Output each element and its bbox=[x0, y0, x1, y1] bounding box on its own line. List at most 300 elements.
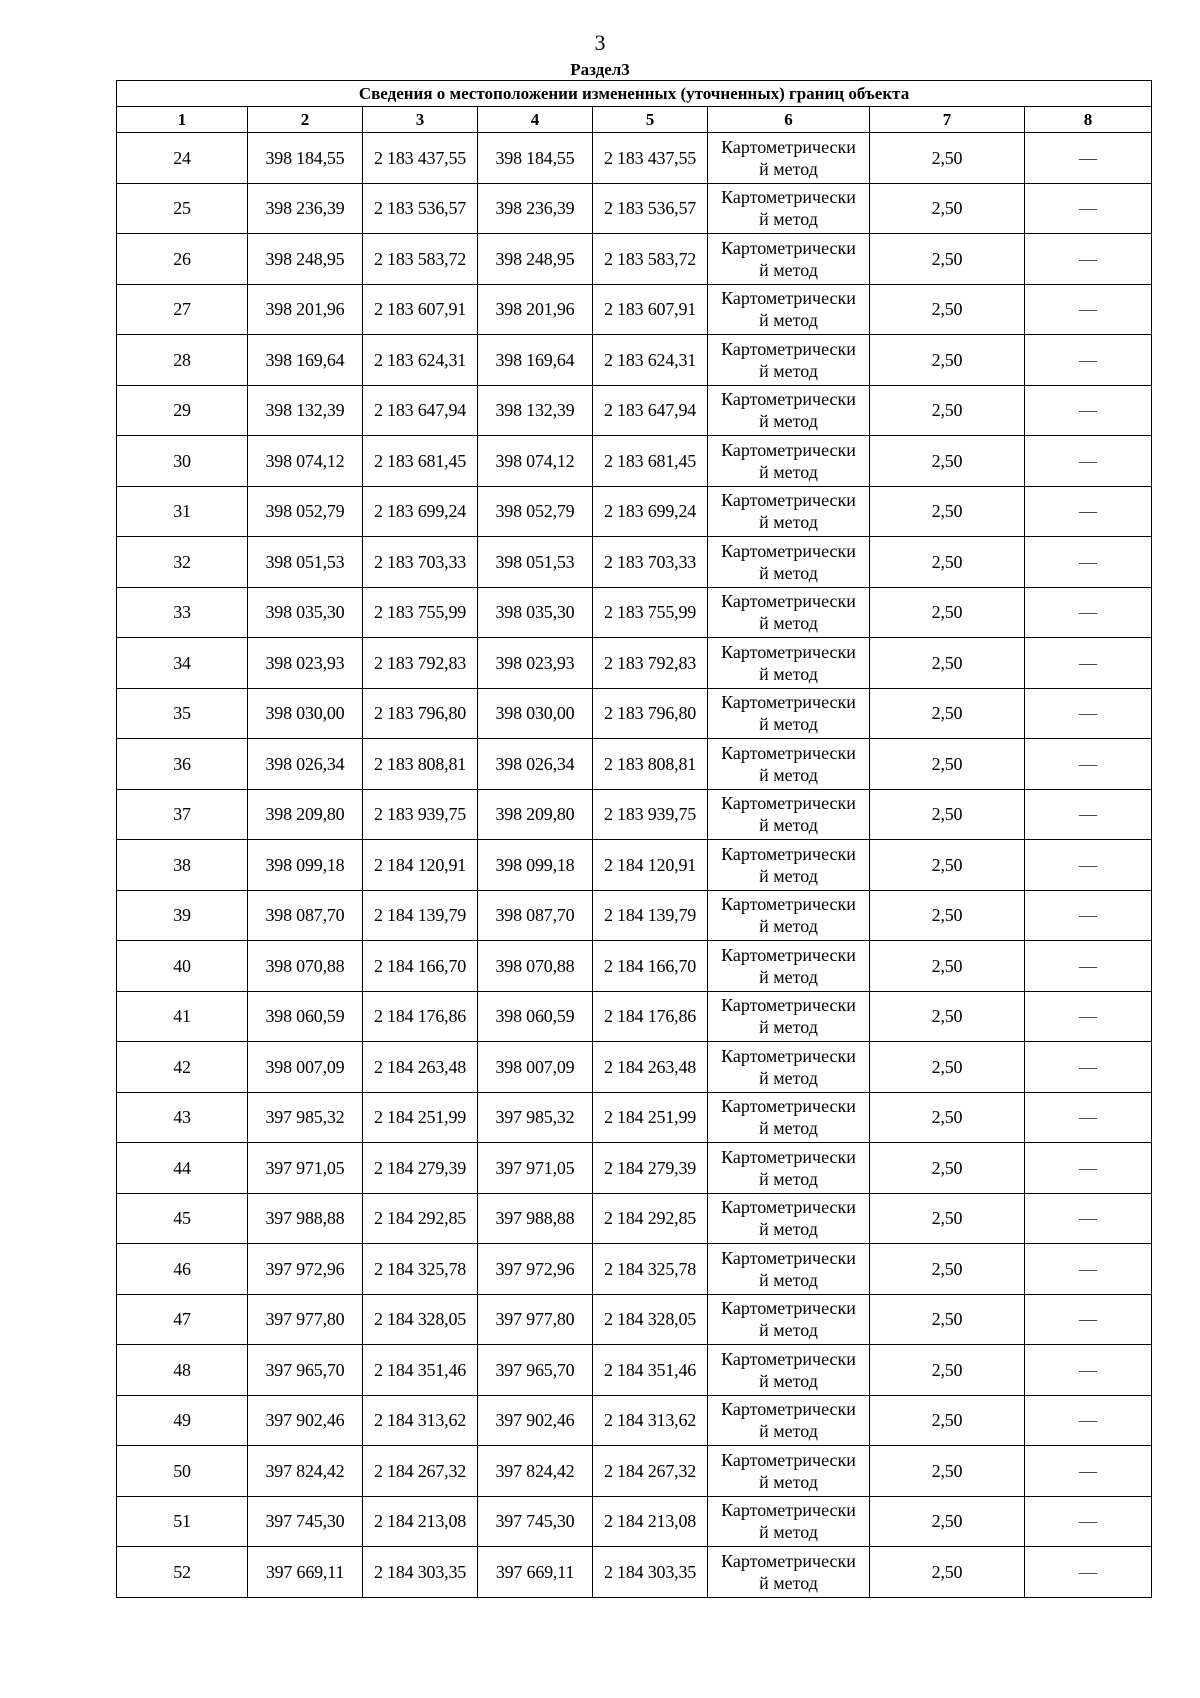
method-cell bbox=[708, 1395, 870, 1446]
accuracy-cell: 2,50 bbox=[870, 1294, 1025, 1345]
table-row bbox=[117, 537, 1152, 588]
method-line-1: Картометрически bbox=[721, 894, 856, 915]
method-line-2: й метод bbox=[759, 1522, 818, 1543]
x-refined-cell: 398 184,55 bbox=[478, 133, 593, 184]
method-line-1: Картометрически bbox=[721, 1298, 856, 1319]
method-line-1: Картометрически bbox=[721, 1449, 856, 1470]
x-refined-cell: 398 060,59 bbox=[478, 991, 593, 1042]
x-refined-cell: 397 745,30 bbox=[478, 1496, 593, 1547]
x-existing-cell: 397 902,46 bbox=[248, 1395, 363, 1446]
description-cell: — bbox=[1025, 1143, 1152, 1194]
method-line-2: й метод bbox=[759, 916, 818, 937]
table-row bbox=[117, 133, 1152, 184]
method-cell bbox=[708, 537, 870, 588]
x-refined-cell: 397 965,70 bbox=[478, 1345, 593, 1396]
x-refined-cell: 398 007,09 bbox=[478, 1042, 593, 1093]
accuracy-cell: 2,50 bbox=[870, 739, 1025, 790]
method-line-2: й метод bbox=[759, 310, 818, 331]
method-cell bbox=[708, 133, 870, 184]
y-existing-cell: 2 183 607,91 bbox=[363, 284, 478, 335]
point-number-cell: 36 bbox=[117, 739, 248, 790]
description-cell: — bbox=[1025, 537, 1152, 588]
table-header-row bbox=[117, 107, 1152, 133]
method-line-1: Картометрически bbox=[721, 187, 856, 208]
method-line-2: й метод bbox=[759, 1118, 818, 1139]
column-header-7: 7 bbox=[870, 107, 1025, 133]
point-number-cell: 24 bbox=[117, 133, 248, 184]
accuracy-cell: 2,50 bbox=[870, 1547, 1025, 1598]
x-existing-cell: 397 824,42 bbox=[248, 1446, 363, 1497]
method-cell bbox=[708, 284, 870, 335]
x-refined-cell: 398 030,00 bbox=[478, 688, 593, 739]
method-cell bbox=[708, 486, 870, 537]
x-existing-cell: 397 985,32 bbox=[248, 1092, 363, 1143]
method-line-2: й метод bbox=[759, 865, 818, 886]
description-cell: — bbox=[1025, 587, 1152, 638]
y-existing-cell: 2 183 681,45 bbox=[363, 436, 478, 487]
description-cell: — bbox=[1025, 840, 1152, 891]
y-refined-cell: 2 183 536,57 bbox=[593, 183, 708, 234]
description-cell: — bbox=[1025, 739, 1152, 790]
y-refined-cell: 2 184 292,85 bbox=[593, 1193, 708, 1244]
y-existing-cell: 2 183 647,94 bbox=[363, 385, 478, 436]
y-refined-cell: 2 183 808,81 bbox=[593, 739, 708, 790]
method-line-2: й метод bbox=[759, 764, 818, 785]
point-number-cell: 46 bbox=[117, 1244, 248, 1295]
x-existing-cell: 398 184,55 bbox=[248, 133, 363, 184]
table-row bbox=[117, 739, 1152, 790]
description-cell: — bbox=[1025, 1395, 1152, 1446]
x-refined-cell: 398 035,30 bbox=[478, 587, 593, 638]
method-line-1: Картометрически bbox=[721, 793, 856, 814]
method-cell bbox=[708, 335, 870, 386]
method-line-2: й метод bbox=[759, 1572, 818, 1593]
y-existing-cell: 2 184 292,85 bbox=[363, 1193, 478, 1244]
y-refined-cell: 2 184 303,35 bbox=[593, 1547, 708, 1598]
method-line-2: й метод bbox=[759, 714, 818, 735]
description-cell: — bbox=[1025, 1547, 1152, 1598]
method-cell bbox=[708, 183, 870, 234]
method-line-2: й метод bbox=[759, 360, 818, 381]
method-line-2: й метод bbox=[759, 663, 818, 684]
description-cell: — bbox=[1025, 1092, 1152, 1143]
x-existing-cell: 398 070,88 bbox=[248, 941, 363, 992]
column-header-6: 6 bbox=[708, 107, 870, 133]
accuracy-cell: 2,50 bbox=[870, 840, 1025, 891]
point-number-cell: 45 bbox=[117, 1193, 248, 1244]
y-existing-cell: 2 184 328,05 bbox=[363, 1294, 478, 1345]
y-refined-cell: 2 184 166,70 bbox=[593, 941, 708, 992]
method-line-1: Картометрически bbox=[721, 692, 856, 713]
method-cell bbox=[708, 1345, 870, 1396]
x-refined-cell: 398 209,80 bbox=[478, 789, 593, 840]
accuracy-cell: 2,50 bbox=[870, 183, 1025, 234]
method-line-1: Картометрически bbox=[721, 591, 856, 612]
table-row bbox=[117, 991, 1152, 1042]
y-existing-cell: 2 184 166,70 bbox=[363, 941, 478, 992]
description-cell: — bbox=[1025, 1345, 1152, 1396]
x-existing-cell: 397 971,05 bbox=[248, 1143, 363, 1194]
method-line-1: Картометрически bbox=[721, 1500, 856, 1521]
method-line-1: Картометрически bbox=[721, 742, 856, 763]
description-cell: — bbox=[1025, 941, 1152, 992]
table-row bbox=[117, 638, 1152, 689]
method-line-2: й метод bbox=[759, 966, 818, 987]
point-number-cell: 43 bbox=[117, 1092, 248, 1143]
x-refined-cell: 398 099,18 bbox=[478, 840, 593, 891]
x-existing-cell: 398 035,30 bbox=[248, 587, 363, 638]
method-line-2: й метод bbox=[759, 259, 818, 280]
point-number-cell: 39 bbox=[117, 890, 248, 941]
table-row bbox=[117, 1244, 1152, 1295]
y-refined-cell: 2 183 699,24 bbox=[593, 486, 708, 537]
x-existing-cell: 397 669,11 bbox=[248, 1547, 363, 1598]
y-refined-cell: 2 183 703,33 bbox=[593, 537, 708, 588]
x-refined-cell: 397 902,46 bbox=[478, 1395, 593, 1446]
method-cell bbox=[708, 941, 870, 992]
x-refined-cell: 398 074,12 bbox=[478, 436, 593, 487]
accuracy-cell: 2,50 bbox=[870, 385, 1025, 436]
point-number-cell: 32 bbox=[117, 537, 248, 588]
table-body bbox=[117, 133, 1152, 1598]
description-cell: — bbox=[1025, 991, 1152, 1042]
accuracy-cell: 2,50 bbox=[870, 537, 1025, 588]
method-cell bbox=[708, 688, 870, 739]
description-cell: — bbox=[1025, 789, 1152, 840]
x-existing-cell: 398 052,79 bbox=[248, 486, 363, 537]
y-refined-cell: 2 184 279,39 bbox=[593, 1143, 708, 1194]
y-existing-cell: 2 184 351,46 bbox=[363, 1345, 478, 1396]
method-line-1: Картометрически bbox=[721, 944, 856, 965]
table-row bbox=[117, 789, 1152, 840]
x-refined-cell: 397 977,80 bbox=[478, 1294, 593, 1345]
table-row bbox=[117, 1092, 1152, 1143]
table-row bbox=[117, 1345, 1152, 1396]
x-existing-cell: 398 007,09 bbox=[248, 1042, 363, 1093]
method-cell bbox=[708, 890, 870, 941]
y-refined-cell: 2 184 263,48 bbox=[593, 1042, 708, 1093]
method-cell bbox=[708, 1092, 870, 1143]
method-line-2: й метод bbox=[759, 1269, 818, 1290]
x-refined-cell: 398 051,53 bbox=[478, 537, 593, 588]
x-existing-cell: 398 236,39 bbox=[248, 183, 363, 234]
y-existing-cell: 2 183 437,55 bbox=[363, 133, 478, 184]
description-cell: — bbox=[1025, 385, 1152, 436]
accuracy-cell: 2,50 bbox=[870, 638, 1025, 689]
method-cell bbox=[708, 789, 870, 840]
method-cell bbox=[708, 1143, 870, 1194]
description-cell: — bbox=[1025, 183, 1152, 234]
x-existing-cell: 398 099,18 bbox=[248, 840, 363, 891]
accuracy-cell: 2,50 bbox=[870, 991, 1025, 1042]
table-row bbox=[117, 1395, 1152, 1446]
method-line-1: Картометрически bbox=[721, 1197, 856, 1218]
y-existing-cell: 2 183 808,81 bbox=[363, 739, 478, 790]
x-refined-cell: 398 201,96 bbox=[478, 284, 593, 335]
x-existing-cell: 398 051,53 bbox=[248, 537, 363, 588]
method-cell bbox=[708, 1244, 870, 1295]
y-existing-cell: 2 183 624,31 bbox=[363, 335, 478, 386]
x-existing-cell: 397 988,88 bbox=[248, 1193, 363, 1244]
method-line-2: й метод bbox=[759, 613, 818, 634]
description-cell: — bbox=[1025, 1496, 1152, 1547]
method-line-2: й метод bbox=[759, 209, 818, 230]
point-number-cell: 40 bbox=[117, 941, 248, 992]
method-line-2: й метод bbox=[759, 1017, 818, 1038]
accuracy-cell: 2,50 bbox=[870, 1143, 1025, 1194]
y-refined-cell: 2 184 267,32 bbox=[593, 1446, 708, 1497]
method-line-1: Картометрически bbox=[721, 439, 856, 460]
x-refined-cell: 397 988,88 bbox=[478, 1193, 593, 1244]
point-number-cell: 51 bbox=[117, 1496, 248, 1547]
method-line-2: й метод bbox=[759, 1067, 818, 1088]
table-row bbox=[117, 385, 1152, 436]
column-header-1: 1 bbox=[117, 107, 248, 133]
description-cell: — bbox=[1025, 133, 1152, 184]
accuracy-cell: 2,50 bbox=[870, 890, 1025, 941]
y-refined-cell: 2 184 251,99 bbox=[593, 1092, 708, 1143]
method-line-2: й метод bbox=[759, 512, 818, 533]
x-existing-cell: 398 132,39 bbox=[248, 385, 363, 436]
x-existing-cell: 397 972,96 bbox=[248, 1244, 363, 1295]
method-line-2: й метод bbox=[759, 461, 818, 482]
accuracy-cell: 2,50 bbox=[870, 1395, 1025, 1446]
method-line-1: Картометрически bbox=[721, 389, 856, 410]
table-row bbox=[117, 587, 1152, 638]
method-line-1: Картометрически bbox=[721, 136, 856, 157]
y-refined-cell: 2 183 437,55 bbox=[593, 133, 708, 184]
y-existing-cell: 2 184 325,78 bbox=[363, 1244, 478, 1295]
y-refined-cell: 2 183 755,99 bbox=[593, 587, 708, 638]
y-existing-cell: 2 183 703,33 bbox=[363, 537, 478, 588]
x-refined-cell: 397 985,32 bbox=[478, 1092, 593, 1143]
x-refined-cell: 398 026,34 bbox=[478, 739, 593, 790]
method-line-1: Картометрически bbox=[721, 288, 856, 309]
method-line-1: Картометрически bbox=[721, 490, 856, 511]
accuracy-cell: 2,50 bbox=[870, 1496, 1025, 1547]
accuracy-cell: 2,50 bbox=[870, 789, 1025, 840]
x-refined-cell: 398 236,39 bbox=[478, 183, 593, 234]
y-refined-cell: 2 183 939,75 bbox=[593, 789, 708, 840]
y-refined-cell: 2 183 681,45 bbox=[593, 436, 708, 487]
point-number-cell: 37 bbox=[117, 789, 248, 840]
method-line-1: Картометрически bbox=[721, 1096, 856, 1117]
point-number-cell: 26 bbox=[117, 234, 248, 285]
y-refined-cell: 2 183 624,31 bbox=[593, 335, 708, 386]
point-number-cell: 35 bbox=[117, 688, 248, 739]
point-number-cell: 30 bbox=[117, 436, 248, 487]
y-existing-cell: 2 183 755,99 bbox=[363, 587, 478, 638]
x-refined-cell: 398 052,79 bbox=[478, 486, 593, 537]
x-existing-cell: 397 965,70 bbox=[248, 1345, 363, 1396]
accuracy-cell: 2,50 bbox=[870, 941, 1025, 992]
description-cell: — bbox=[1025, 436, 1152, 487]
point-number-cell: 47 bbox=[117, 1294, 248, 1345]
y-existing-cell: 2 183 796,80 bbox=[363, 688, 478, 739]
method-line-1: Картометрически bbox=[721, 1146, 856, 1167]
method-line-1: Картометрически bbox=[721, 338, 856, 359]
x-refined-cell: 398 169,64 bbox=[478, 335, 593, 386]
method-cell bbox=[708, 234, 870, 285]
accuracy-cell: 2,50 bbox=[870, 1193, 1025, 1244]
table-row bbox=[117, 840, 1152, 891]
accuracy-cell: 2,50 bbox=[870, 1244, 1025, 1295]
method-line-1: Картометрически bbox=[721, 540, 856, 561]
table-title: Сведения о местоположении измененных (уточненных) границ объекта bbox=[117, 81, 1152, 107]
y-refined-cell: 2 184 328,05 bbox=[593, 1294, 708, 1345]
y-refined-cell: 2 184 313,62 bbox=[593, 1395, 708, 1446]
column-header-8: 8 bbox=[1025, 107, 1152, 133]
accuracy-cell: 2,50 bbox=[870, 587, 1025, 638]
point-number-cell: 29 bbox=[117, 385, 248, 436]
y-refined-cell: 2 184 213,08 bbox=[593, 1496, 708, 1547]
y-refined-cell: 2 183 583,72 bbox=[593, 234, 708, 285]
method-cell bbox=[708, 385, 870, 436]
x-existing-cell: 398 248,95 bbox=[248, 234, 363, 285]
x-existing-cell: 398 026,34 bbox=[248, 739, 363, 790]
point-number-cell: 38 bbox=[117, 840, 248, 891]
table-row bbox=[117, 1547, 1152, 1598]
y-refined-cell: 2 184 139,79 bbox=[593, 890, 708, 941]
method-line-2: й метод bbox=[759, 411, 818, 432]
x-refined-cell: 397 971,05 bbox=[478, 1143, 593, 1194]
point-number-cell: 50 bbox=[117, 1446, 248, 1497]
y-existing-cell: 2 184 139,79 bbox=[363, 890, 478, 941]
table-row bbox=[117, 1496, 1152, 1547]
method-line-2: й метод bbox=[759, 1421, 818, 1442]
method-cell bbox=[708, 840, 870, 891]
method-line-2: й метод bbox=[759, 1320, 818, 1341]
y-existing-cell: 2 184 213,08 bbox=[363, 1496, 478, 1547]
description-cell: — bbox=[1025, 335, 1152, 386]
method-cell bbox=[708, 991, 870, 1042]
x-refined-cell: 397 669,11 bbox=[478, 1547, 593, 1598]
method-line-2: й метод bbox=[759, 1168, 818, 1189]
accuracy-cell: 2,50 bbox=[870, 486, 1025, 537]
point-number-cell: 25 bbox=[117, 183, 248, 234]
y-existing-cell: 2 183 792,83 bbox=[363, 638, 478, 689]
y-existing-cell: 2 184 303,35 bbox=[363, 1547, 478, 1598]
y-existing-cell: 2 184 176,86 bbox=[363, 991, 478, 1042]
y-refined-cell: 2 183 607,91 bbox=[593, 284, 708, 335]
point-number-cell: 28 bbox=[117, 335, 248, 386]
section-label: Раздел3 bbox=[570, 60, 630, 79]
method-line-2: й метод bbox=[759, 1219, 818, 1240]
description-cell: — bbox=[1025, 486, 1152, 537]
method-line-1: Картометрически bbox=[721, 1348, 856, 1369]
point-number-cell: 33 bbox=[117, 587, 248, 638]
method-cell bbox=[708, 1547, 870, 1598]
x-existing-cell: 398 201,96 bbox=[248, 284, 363, 335]
y-refined-cell: 2 184 325,78 bbox=[593, 1244, 708, 1295]
method-line-1: Картометрически bbox=[721, 237, 856, 258]
y-existing-cell: 2 184 267,32 bbox=[363, 1446, 478, 1497]
y-existing-cell: 2 184 313,62 bbox=[363, 1395, 478, 1446]
point-number-cell: 48 bbox=[117, 1345, 248, 1396]
point-number-cell: 44 bbox=[117, 1143, 248, 1194]
y-existing-cell: 2 183 699,24 bbox=[363, 486, 478, 537]
description-cell: — bbox=[1025, 1294, 1152, 1345]
method-line-2: й метод bbox=[759, 158, 818, 179]
description-cell: — bbox=[1025, 890, 1152, 941]
x-refined-cell: 398 087,70 bbox=[478, 890, 593, 941]
method-cell bbox=[708, 1193, 870, 1244]
page-number: 3 bbox=[594, 30, 606, 55]
accuracy-cell: 2,50 bbox=[870, 1092, 1025, 1143]
table-row bbox=[117, 688, 1152, 739]
description-cell: — bbox=[1025, 638, 1152, 689]
y-refined-cell: 2 184 176,86 bbox=[593, 991, 708, 1042]
x-existing-cell: 398 087,70 bbox=[248, 890, 363, 941]
method-line-1: Картометрически bbox=[721, 1247, 856, 1268]
method-cell bbox=[708, 1446, 870, 1497]
y-existing-cell: 2 184 279,39 bbox=[363, 1143, 478, 1194]
table-row bbox=[117, 890, 1152, 941]
method-line-1: Картометрически bbox=[721, 995, 856, 1016]
column-header-2: 2 bbox=[248, 107, 363, 133]
method-line-2: й метод bbox=[759, 562, 818, 583]
accuracy-cell: 2,50 bbox=[870, 688, 1025, 739]
y-refined-cell: 2 183 647,94 bbox=[593, 385, 708, 436]
description-cell: — bbox=[1025, 1042, 1152, 1093]
method-line-2: й метод bbox=[759, 1370, 818, 1391]
accuracy-cell: 2,50 bbox=[870, 1446, 1025, 1497]
description-cell: — bbox=[1025, 688, 1152, 739]
x-existing-cell: 398 169,64 bbox=[248, 335, 363, 386]
accuracy-cell: 2,50 bbox=[870, 234, 1025, 285]
point-number-cell: 52 bbox=[117, 1547, 248, 1598]
y-existing-cell: 2 183 536,57 bbox=[363, 183, 478, 234]
x-existing-cell: 398 060,59 bbox=[248, 991, 363, 1042]
method-cell bbox=[708, 739, 870, 790]
method-cell bbox=[708, 638, 870, 689]
method-line-1: Картометрически bbox=[721, 843, 856, 864]
accuracy-cell: 2,50 bbox=[870, 1345, 1025, 1396]
table-row bbox=[117, 486, 1152, 537]
x-refined-cell: 397 972,96 bbox=[478, 1244, 593, 1295]
x-refined-cell: 398 248,95 bbox=[478, 234, 593, 285]
method-line-1: Картометрически bbox=[721, 1399, 856, 1420]
method-line-1: Картометрически bbox=[721, 641, 856, 662]
y-refined-cell: 2 183 792,83 bbox=[593, 638, 708, 689]
method-cell bbox=[708, 1294, 870, 1345]
method-line-1: Картометрически bbox=[721, 1045, 856, 1066]
method-cell bbox=[708, 436, 870, 487]
x-existing-cell: 398 074,12 bbox=[248, 436, 363, 487]
method-cell bbox=[708, 587, 870, 638]
description-cell: — bbox=[1025, 234, 1152, 285]
column-header-5: 5 bbox=[593, 107, 708, 133]
y-refined-cell: 2 183 796,80 bbox=[593, 688, 708, 739]
method-line-1: Картометрически bbox=[721, 1550, 856, 1571]
x-existing-cell: 398 030,00 bbox=[248, 688, 363, 739]
x-existing-cell: 397 977,80 bbox=[248, 1294, 363, 1345]
accuracy-cell: 2,50 bbox=[870, 436, 1025, 487]
table-row bbox=[117, 1042, 1152, 1093]
point-number-cell: 41 bbox=[117, 991, 248, 1042]
accuracy-cell: 2,50 bbox=[870, 133, 1025, 184]
table-row bbox=[117, 335, 1152, 386]
description-cell: — bbox=[1025, 1446, 1152, 1497]
description-cell: — bbox=[1025, 284, 1152, 335]
description-cell: — bbox=[1025, 1244, 1152, 1295]
y-existing-cell: 2 183 583,72 bbox=[363, 234, 478, 285]
accuracy-cell: 2,50 bbox=[870, 1042, 1025, 1093]
y-refined-cell: 2 184 351,46 bbox=[593, 1345, 708, 1396]
y-existing-cell: 2 184 251,99 bbox=[363, 1092, 478, 1143]
method-line-2: й метод bbox=[759, 1471, 818, 1492]
method-cell bbox=[708, 1496, 870, 1547]
